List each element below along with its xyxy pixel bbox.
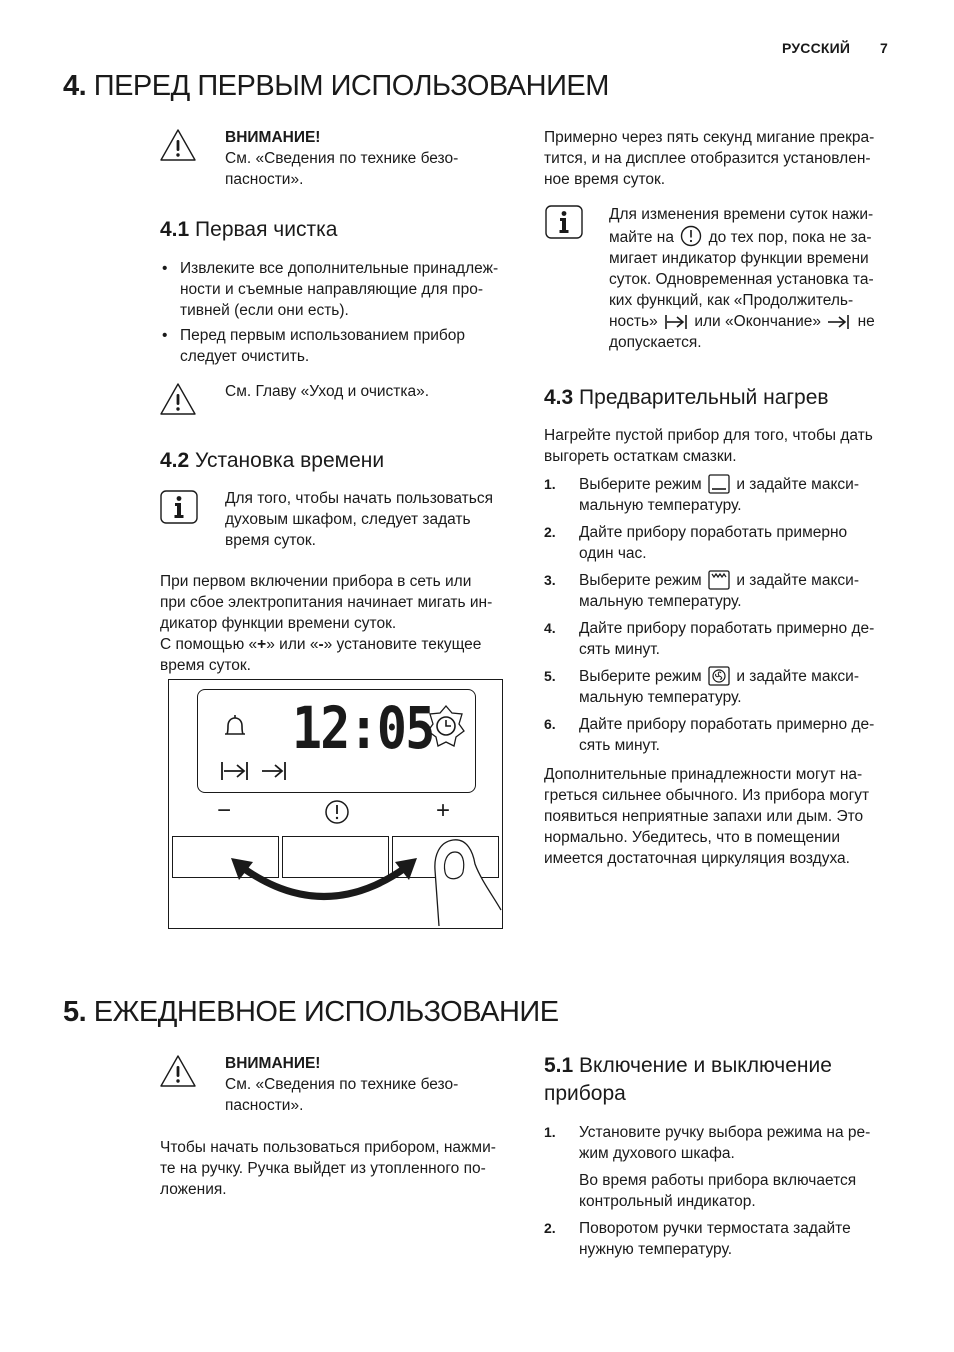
step-number: 6. [544,716,556,732]
right-paragraph [544,127,904,190]
fan-cooking-icon [708,666,730,686]
end-time-icon [827,313,851,331]
minus-label: − [217,797,232,824]
conventional-cooking-icon [708,474,730,494]
subsection-number: 5.1 [544,1054,574,1077]
list-item [544,570,904,612]
subsection-number: 4.2 [160,449,190,472]
control-panel-illustration [168,679,503,929]
text-fragment: Выберите режим [579,572,702,589]
list-item [544,618,904,660]
step-line [579,570,904,591]
step-line: Во время работы прибора включается [579,1172,857,1189]
paragraph-line: Нагрейте пустой прибор для того, чтобы дать [544,427,873,444]
section-5-number: 5. [63,996,87,1028]
warning-text-line: См. «Сведения по технике безо- [225,1076,459,1093]
paragraph-line: При первом включении прибора в сеть или [160,573,472,590]
header-language: РУССКИЙ [782,40,851,56]
end-time-icon [260,760,290,782]
step-number: 3. [544,572,556,588]
care-note: См. Главу «Уход и очистка». [225,383,430,400]
section-4-number: 4. [63,70,87,102]
duration-icon [220,760,250,782]
subsection-4-1-heading [160,216,337,244]
duration-icon [664,313,688,331]
info-block-time-change [609,204,909,353]
subsection-title: Установка времени [195,449,385,472]
text-fragment: ность» [609,313,658,330]
warning-text-line: См. «Сведения по технике безо- [225,150,459,167]
grill-icon [708,570,730,590]
paragraph-line: дикатор функции времени суток. [160,615,397,632]
step-line: один час. [579,545,647,562]
minus-symbol: - [318,636,324,653]
clock-icon [680,225,702,247]
step-line [579,666,904,687]
step-line: Дайте прибору поработать примерно [579,524,848,541]
step-line: Дайте прибору поработать примерно де- [579,620,875,637]
step-line: мальную температуру. [579,689,742,706]
step-line: нужную температуру. [579,1241,733,1258]
finger-icon [431,830,503,928]
list-item [544,714,904,756]
list-item [544,1122,904,1212]
paragraph-line: время суток. [160,657,251,674]
text-fragment: С помощью « [160,636,258,653]
warning-icon [159,382,197,416]
list-item [544,522,904,564]
list-item-line: • Извлеките все дополнительные принадлеж- [180,260,499,277]
warning-text-line: пасности». [225,171,304,188]
paragraph-line: выгореть остаткам смазки. [544,448,737,465]
step-line: сять минут. [579,737,660,754]
heading-line [544,1052,832,1080]
step-line: Установите ручку выбора режима на ре- [579,1124,871,1141]
paragraph-line: греться сильнее обычного. Из прибора могут [544,787,870,804]
info-line: суток. Одновременная установка та- [609,271,874,288]
text-fragment: и задайте макси- [736,476,859,493]
info-line: мигает индикатор функции времени [609,250,869,267]
text-fragment: Выберите режим [579,668,702,685]
time-of-day-icon [426,704,466,748]
paragraph-line: имеется достаточная циркуляция воздуха. [544,850,850,867]
step-line [579,474,904,495]
clock-icon [324,799,350,825]
step-line: мальную температуру. [579,497,742,514]
text-fragment: » или « [266,636,319,653]
paragraph-line: те на ручку. Ручка выйдет из утопленного по- [160,1160,486,1177]
info-line [609,225,909,248]
info-line: допускается. [609,334,702,351]
list-item-line: следует очистить. [180,348,310,365]
text-fragment: до тех пор, пока не за- [708,229,872,246]
paragraph-line: тится, и на дисплее отобразится установлен- [544,150,871,167]
step-number: 1. [544,1124,556,1140]
display-time: 12:05 [292,694,434,762]
section-4-heading [63,70,609,103]
subsection-title: Предварительный нагрев [579,386,829,409]
subsection-5-1-heading [544,1052,832,1108]
step-line: Поворотом ручки термостата задайте [579,1220,851,1237]
paragraph-line: ложения. [160,1181,227,1198]
list-item [160,325,520,367]
warning-text-line: пасности». [225,1097,304,1114]
subsection-4-2-heading [160,447,384,475]
step-line: Дайте прибору поработать примерно де- [579,716,875,733]
time-setting-paragraph [160,571,520,676]
paragraph-line: Чтобы начать пользоваться прибором, нажми- [160,1139,496,1156]
page-number: 7 [880,40,888,56]
step-number: 4. [544,620,556,636]
warning-title: ВНИМАНИЕ! [225,1055,321,1072]
list-item [544,474,904,516]
text-fragment: Выберите режим [579,476,702,493]
warning-block-5 [225,1053,515,1116]
info-line: ких функций, как «Продолжитель- [609,292,854,309]
list-item [160,258,520,321]
info-icon [545,205,583,239]
warning-block-4 [225,127,515,190]
list-item-line: тивней (если они есть). [180,302,349,319]
text-fragment: не [857,313,875,330]
text-fragment: или «Окончание» [694,313,821,330]
subsection-title: Включение и выключение [579,1054,832,1077]
section-5-heading [63,996,559,1029]
text-fragment: и задайте макси- [736,572,859,589]
paragraph-line: Примерно через пять секунд мигание прекра- [544,129,875,146]
on-off-steps [544,1122,904,1260]
subsection-title: Первая чистка [195,218,338,241]
step-number: 2. [544,1220,556,1236]
preheat-steps [544,474,904,756]
list-item-line: ности и съемные направляющие для про- [180,281,483,298]
info-icon [160,490,198,524]
info-line [609,311,909,332]
step-line: мальную температуру. [579,593,742,610]
info-line: Для изменения времени суток нажи- [609,206,874,223]
info-line: Для того, чтобы начать пользоваться [225,490,493,507]
text-fragment: и задайте макси- [736,668,859,685]
info-line: время суток. [225,532,316,549]
list-item-line: • Перед первым использованием прибор [180,327,466,344]
preheat-outro [544,764,904,869]
list-item [544,666,904,708]
step-number: 1. [544,476,556,492]
curved-arrow-icon [229,850,419,920]
section-4-title: ПЕРЕД ПЕРВЫМ ИСПОЛЬЗОВАНИЕМ [93,70,609,102]
paragraph-line: при сбое электропитания начинает мигать ин- [160,594,493,611]
subsection-number: 4.3 [544,386,574,409]
plus-symbol: + [257,636,267,653]
bell-icon [220,712,250,742]
section-5-title: ЕЖЕДНЕВНОЕ ИСПОЛЬЗОВАНИЕ [93,996,559,1028]
step-line: сять минут. [579,641,660,658]
daily-use-paragraph [160,1137,520,1200]
warning-title: ВНИМАНИЕ! [225,129,321,146]
subsection-4-3-heading [544,384,829,412]
text-fragment: майте на [609,229,674,246]
list-item [544,1218,904,1260]
plus-label: + [436,797,451,824]
subsection-title: прибора [544,1082,626,1105]
step-line: контрольный индикатор. [579,1193,756,1210]
info-line: духовым шкафом, следует задать [225,511,471,528]
step-number: 2. [544,524,556,540]
subsection-number: 4.1 [160,218,190,241]
paragraph-line: появиться неприятные запахи или дым. Это [544,808,864,825]
preheat-intro [544,425,904,467]
paragraph-line [160,634,520,655]
warning-icon [159,1054,197,1088]
bullet-list [160,258,520,367]
display-screen [197,689,476,793]
info-block-4-2 [225,488,493,551]
paragraph-line: нормально. Убедитесь, что в помещении [544,829,840,846]
text-fragment: » установите текущее [323,636,482,653]
warning-icon [159,128,197,162]
step-number: 5. [544,668,556,684]
paragraph-line: ное время суток. [544,171,666,188]
paragraph-line: Дополнительные принадлежности могут на- [544,766,863,783]
step-line: жим духового шкафа. [579,1145,735,1162]
